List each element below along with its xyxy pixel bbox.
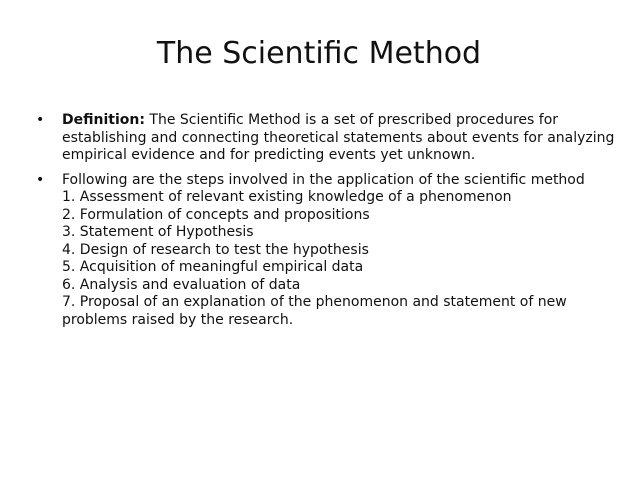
step-item: 6. Analysis and evaluation of data	[62, 276, 301, 293]
step-item: 2. Formulation of concepts and propositions	[62, 206, 370, 223]
bullet-steps	[36, 172, 616, 330]
bullet-definition	[36, 112, 616, 165]
definition-label: Definition:	[62, 112, 145, 128]
step-item: 1. Assessment of relevant existing knowledge of a phenomenon	[62, 189, 512, 205]
step-item: 4. Design of research to test the hypothesis	[62, 241, 369, 258]
step-item: 5. Acquisition of meaningful empirical data	[62, 259, 364, 275]
bullet-marker: •	[36, 171, 45, 188]
steps-intro: Following are the steps involved in the application of the scientific method	[62, 171, 585, 188]
definition-text: The Scientific Method is a set of prescribed procedures for establishing and connecting theoretical statements about events for analyzing empirical evidence and for predicting events yet unknown.	[62, 112, 615, 163]
slide-title: The Scientific Method	[156, 36, 482, 71]
step-item: 7. Proposal of an explanation of the phenomenon and statement of new problems raised by the research.	[62, 294, 567, 328]
slide-body	[36, 112, 616, 336]
step-item: 3. Statement of Hypothesis	[62, 224, 254, 240]
bullet-marker: •	[36, 112, 45, 128]
